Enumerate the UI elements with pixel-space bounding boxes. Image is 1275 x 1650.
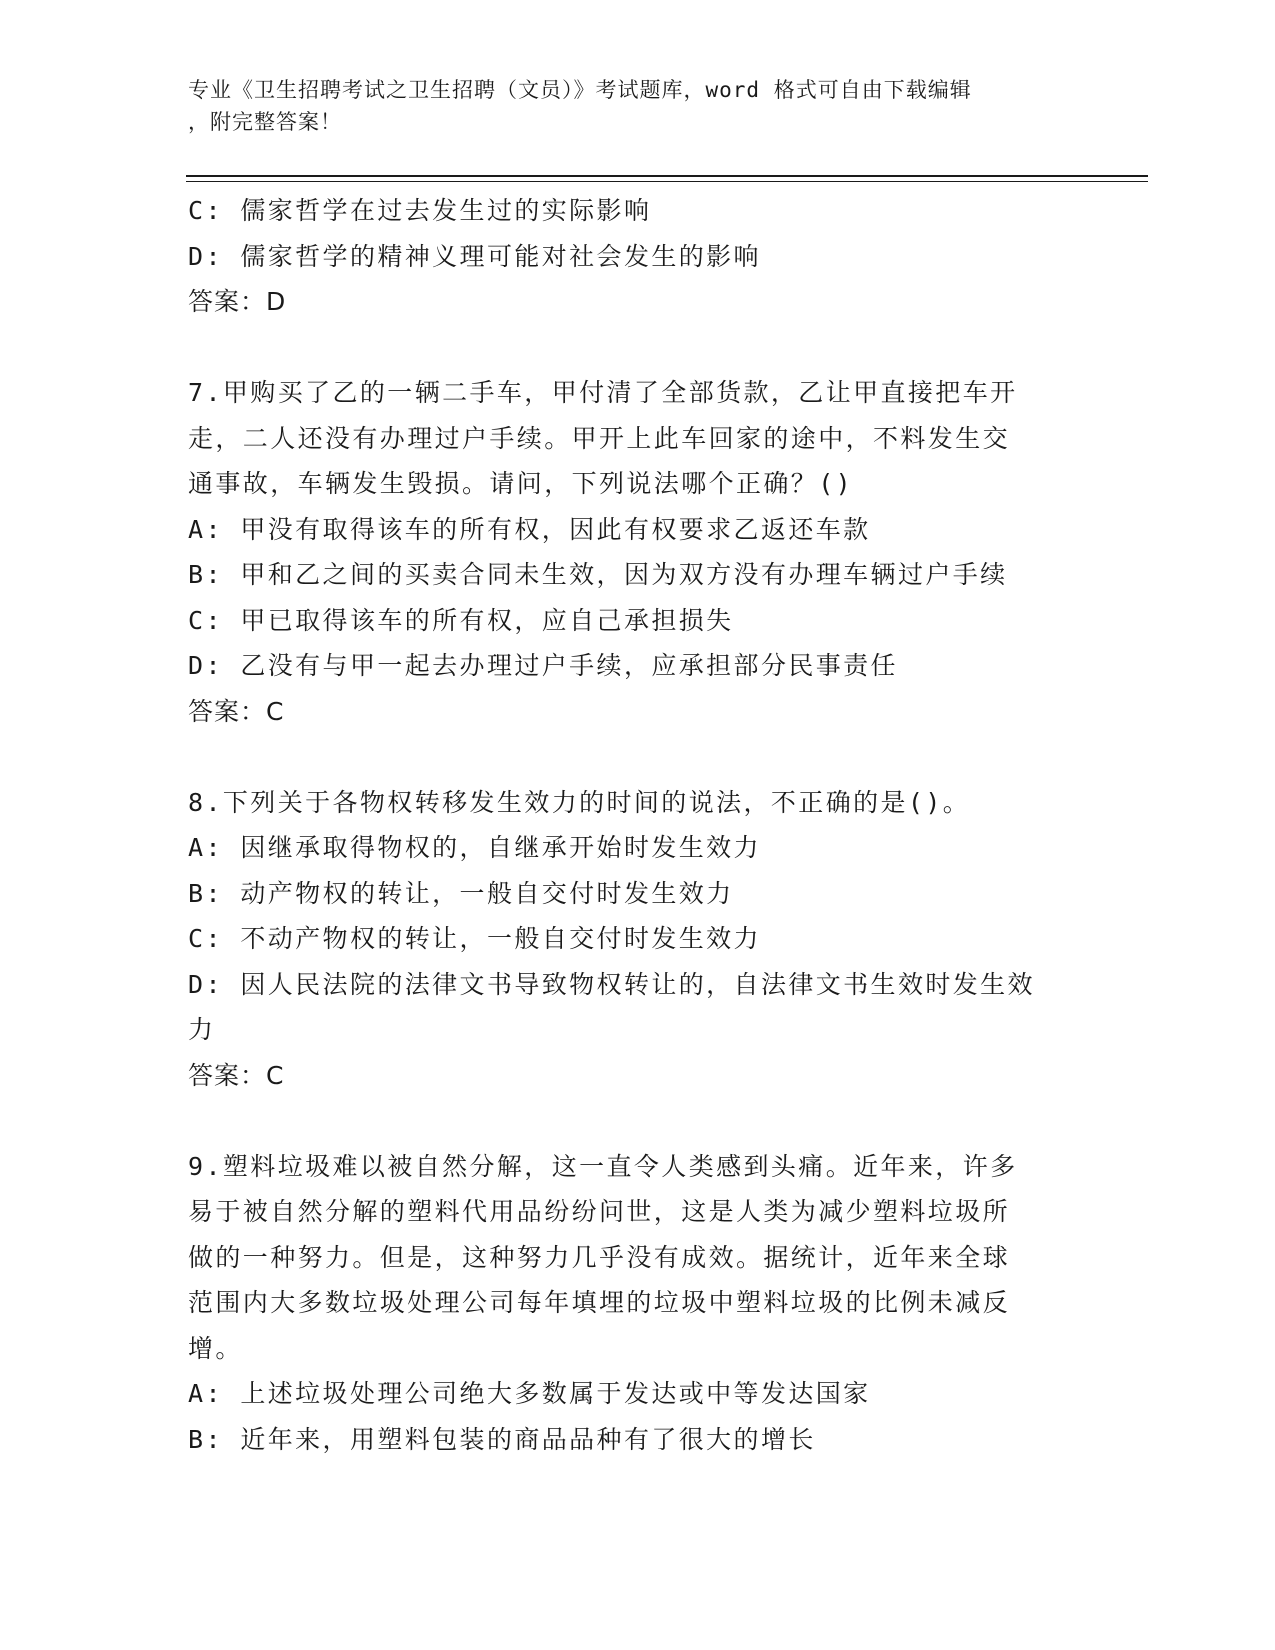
- q6-answer: 答案：D: [188, 287, 287, 316]
- spacer: [188, 325, 1088, 371]
- q9-stem-line: 易于被自然分解的塑料代用品纷纷问世，这是人类为减少塑料垃圾所: [188, 1197, 1011, 1226]
- q7-stem-line: 通事故，车辆发生毁损。请问，下列说法哪个正确？(): [188, 469, 854, 498]
- header-line-1: 专业《卫生招聘考试之卫生招聘（文员）》考试题库，word 格式可自由下载编辑: [188, 78, 972, 102]
- spacer: [188, 734, 1088, 780]
- q9-option-a: A: 上述垃圾处理公司绝大多数属于发达或中等发达国家: [188, 1379, 871, 1408]
- q9-stem-line: 增。: [188, 1333, 243, 1363]
- q6-option-c: C: 儒家哲学在过去发生过的实际影响: [188, 196, 652, 225]
- q8-option-b: B: 动产物权的转让，一般自交付时发生效力: [188, 878, 734, 908]
- q8-option-c: C: 不动产物权的转让，一般自交付时发生效力: [188, 924, 761, 953]
- q7-option-b: B: 甲和乙之间的买卖合同未生效，因为双方没有办理车辆过户手续: [188, 560, 1008, 589]
- q9-stem-line: 9.塑料垃圾难以被自然分解，这一直令人类感到头痛。近年来，许多: [188, 1151, 1018, 1181]
- header-divider-thick: [186, 175, 1148, 177]
- q8-stem: 8.下列关于各物权转移发生效力的时间的说法，不正确的是()。: [188, 787, 971, 817]
- document-body: [188, 188, 1088, 1462]
- q8-option-d-line: D: 因人民法院的法律文书导致物权转让的，自法律文书生效时发生效: [188, 969, 1035, 999]
- q8-answer: 答案：C: [188, 1060, 285, 1090]
- q7-stem-line: 走，二人还没有办理过户手续。甲开上此车回家的途中，不料发生交: [188, 423, 1011, 453]
- document-header: [188, 74, 1068, 138]
- q9-option-b: B: 近年来，用塑料包装的商品品种有了很大的增长: [188, 1424, 816, 1454]
- question-7: [188, 370, 1088, 734]
- question-9: [188, 1144, 1088, 1463]
- question-8: [188, 780, 1088, 1099]
- q8-option-a: A: 因继承取得物权的，自继承开始时发生效力: [188, 833, 761, 862]
- q6-option-d: D: 儒家哲学的精神义理可能对社会发生的影响: [188, 241, 761, 271]
- q7-answer: 答案：C: [188, 696, 285, 726]
- question-6: [188, 188, 1088, 325]
- q9-stem-line: 做的一种努力。但是，这种努力几乎没有成效。据统计，近年来全球: [188, 1242, 1011, 1272]
- q7-stem-line: 7.甲购买了乙的一辆二手车，甲付清了全部货款，乙让甲直接把车开: [188, 378, 1018, 407]
- q7-option-a: A: 甲没有取得该车的所有权，因此有权要求乙返还车款: [188, 514, 871, 544]
- q9-stem-line: 范围内大多数垃圾处理公司每年填埋的垃圾中塑料垃圾的比例未减反: [188, 1288, 1011, 1317]
- spacer: [188, 1098, 1088, 1144]
- header-divider-thin: [186, 181, 1148, 182]
- header-line-2: ，附完整答案！: [188, 110, 342, 134]
- q8-option-d-line: 力: [188, 1015, 216, 1044]
- q7-option-c: C: 甲已取得该车的所有权，应自己承担损失: [188, 605, 734, 635]
- q7-option-d: D: 乙没有与甲一起去办理过户手续，应承担部分民事责任: [188, 651, 898, 680]
